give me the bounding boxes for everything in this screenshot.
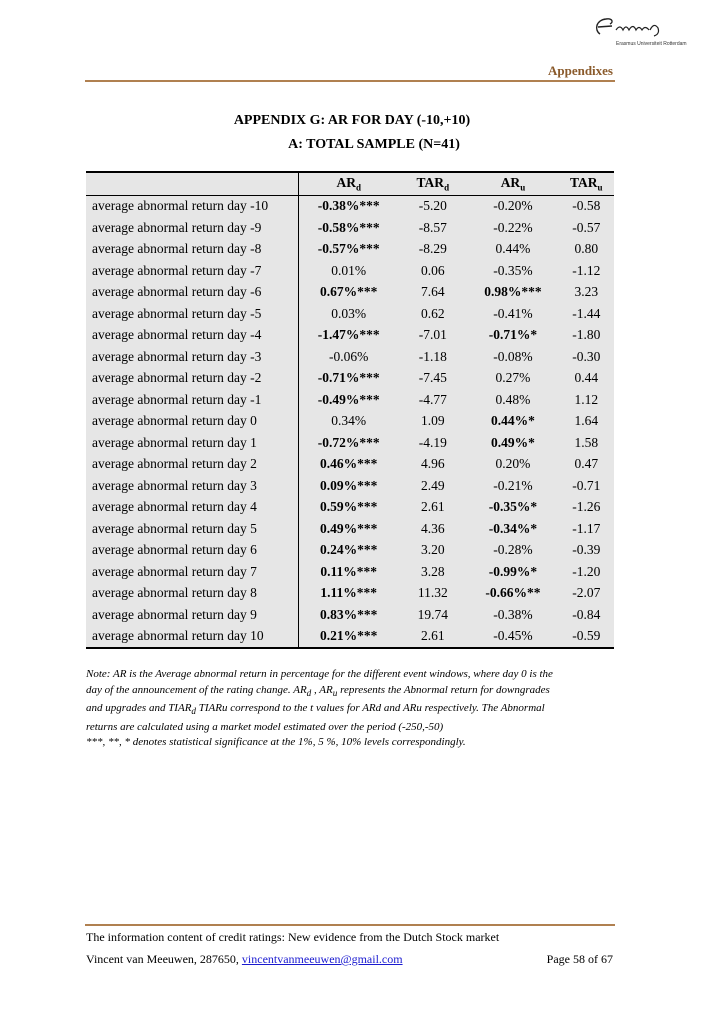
cell-tard: -4.19 — [398, 432, 467, 454]
row-label: average abnormal return day 6 — [86, 540, 299, 562]
cell-taru: 1.64 — [559, 411, 614, 433]
row-label: average abnormal return day 8 — [86, 583, 299, 605]
cell-ard: 0.34% — [299, 411, 399, 433]
table-row — [86, 282, 614, 304]
table-row — [86, 583, 614, 605]
cell-taru: -1.17 — [559, 518, 614, 540]
row-label: average abnormal return day -3 — [86, 346, 299, 368]
cell-aru: 0.27% — [467, 368, 558, 390]
footer-author — [86, 952, 403, 967]
table-body — [86, 195, 614, 648]
table-row — [86, 626, 614, 649]
cell-aru: 0.44% — [467, 239, 558, 261]
cell-aru: -0.34%* — [467, 518, 558, 540]
table-row — [86, 540, 614, 562]
cell-tard: -8.29 — [398, 239, 467, 261]
row-label: average abnormal return day -8 — [86, 239, 299, 261]
cell-aru: -0.35%* — [467, 497, 558, 519]
cell-aru: 0.98%*** — [467, 282, 558, 304]
cell-ard: 0.21%*** — [299, 626, 399, 649]
row-label: average abnormal return day 10 — [86, 626, 299, 649]
cell-taru: -0.30 — [559, 346, 614, 368]
author-email-link[interactable]: vincentvanmeeuwen@gmail.com — [241, 952, 403, 966]
row-label: average abnormal return day 0 — [86, 411, 299, 433]
cell-taru: 1.12 — [559, 389, 614, 411]
cell-ard: 0.83%*** — [299, 604, 399, 626]
cell-taru: 3.23 — [559, 282, 614, 304]
row-label: average abnormal return day 2 — [86, 454, 299, 476]
cell-aru: 0.48% — [467, 389, 558, 411]
cell-aru: -0.08% — [467, 346, 558, 368]
cell-tard: -1.18 — [398, 346, 467, 368]
cell-ard: -0.71%*** — [299, 368, 399, 390]
table-row — [86, 432, 614, 454]
cell-tard: -7.45 — [398, 368, 467, 390]
row-label: average abnormal return day 7 — [86, 561, 299, 583]
table-row — [86, 325, 614, 347]
cell-taru: -2.07 — [559, 583, 614, 605]
cell-tard: -8.57 — [398, 217, 467, 239]
cell-ard: 0.01% — [299, 260, 399, 282]
cell-ard: -0.72%*** — [299, 432, 399, 454]
cell-tard: 4.96 — [398, 454, 467, 476]
cell-tard: -4.77 — [398, 389, 467, 411]
cell-tard: 11.32 — [398, 583, 467, 605]
row-label: average abnormal return day -2 — [86, 368, 299, 390]
cell-ard: 0.09%*** — [299, 475, 399, 497]
cell-aru: 0.20% — [467, 454, 558, 476]
cell-taru: -1.20 — [559, 561, 614, 583]
cell-aru: -0.35% — [467, 260, 558, 282]
cell-ard: -0.57%*** — [299, 239, 399, 261]
row-label: average abnormal return day 1 — [86, 432, 299, 454]
section-header: Appendixes — [547, 63, 613, 78]
cell-ard: -0.58%*** — [299, 217, 399, 239]
cell-ard: 0.46%*** — [299, 454, 399, 476]
cell-tard: 0.06 — [398, 260, 467, 282]
header-label-cell — [86, 172, 299, 195]
cell-ard: -0.38%*** — [299, 195, 399, 217]
table-row — [86, 604, 614, 626]
cell-tard: 2.61 — [398, 626, 467, 649]
header-taru: $TAR_u$ — [559, 172, 614, 195]
cell-tard: 7.64 — [398, 282, 467, 304]
cell-taru: 0.80 — [559, 239, 614, 261]
cell-taru: -0.59 — [559, 626, 614, 649]
table-row — [86, 561, 614, 583]
cell-aru: -0.99%* — [467, 561, 558, 583]
footer-thesis-title: The information content of credit ratings: New evidence from the Dutch Stock market — [86, 930, 500, 944]
row-label: average abnormal return day -4 — [86, 325, 299, 347]
note-line: Note: AR is the Average abnormal return in percentage for the different event windows, where day 0 is the — [86, 668, 553, 680]
table-row — [86, 368, 614, 390]
cell-ard: -0.49%*** — [299, 389, 399, 411]
note-line: day of the announcement of the rating change. $AR_d$ , $AR_u$ represents the Abnormal return for downgrades — [86, 683, 550, 698]
cell-tard: 3.28 — [398, 561, 467, 583]
table-row — [86, 497, 614, 519]
cell-ard: 0.59%*** — [299, 497, 399, 519]
page-number: Page 58 of 67 — [546, 952, 613, 966]
appendix-title: APPENDIX G: AR FOR DAY (-10,+10) — [233, 113, 471, 128]
cell-tard: 19.74 — [398, 604, 467, 626]
table-row — [86, 389, 614, 411]
cell-ard: 0.49%*** — [299, 518, 399, 540]
row-label: average abnormal return day -7 — [86, 260, 299, 282]
cell-tard: 2.49 — [398, 475, 467, 497]
cell-ard: -0.06% — [299, 346, 399, 368]
cell-taru: -1.12 — [559, 260, 614, 282]
cell-tard: -7.01 — [398, 325, 467, 347]
cell-ard: 0.03% — [299, 303, 399, 325]
row-label: average abnormal return day -10 — [86, 195, 299, 217]
cell-aru: -0.71%* — [467, 325, 558, 347]
row-label: average abnormal return day -5 — [86, 303, 299, 325]
row-label: average abnormal return day 5 — [86, 518, 299, 540]
cell-aru: -0.22% — [467, 217, 558, 239]
table-note — [86, 667, 618, 751]
cell-aru: 0.49%* — [467, 432, 558, 454]
cell-aru: -0.28% — [467, 540, 558, 562]
cell-aru: 0.44%* — [467, 411, 558, 433]
row-label: average abnormal return day -1 — [86, 389, 299, 411]
cell-aru: -0.45% — [467, 626, 558, 649]
cell-taru: -1.26 — [559, 497, 614, 519]
cell-tard: 3.20 — [398, 540, 467, 562]
footer-divider — [85, 924, 615, 926]
cell-aru: -0.38% — [467, 604, 558, 626]
cell-aru: -0.21% — [467, 475, 558, 497]
table-row — [86, 239, 614, 261]
cell-taru: 0.44 — [559, 368, 614, 390]
table-row — [86, 346, 614, 368]
table-row — [86, 454, 614, 476]
header-divider — [85, 80, 615, 82]
cell-taru: -1.80 — [559, 325, 614, 347]
table-row — [86, 411, 614, 433]
cell-ard: 0.24%*** — [299, 540, 399, 562]
header-tard: $TAR_d$ — [398, 172, 467, 195]
cell-tard: 2.61 — [398, 497, 467, 519]
note-line: and upgrades and $TIAR_d$ TIARu correspond to the t values for ARd and ARu respectively. The Abnormal — [86, 702, 545, 717]
table-row — [86, 260, 614, 282]
table-row — [86, 518, 614, 540]
cell-tard: 1.09 — [398, 411, 467, 433]
cell-taru: -0.58 — [559, 195, 614, 217]
author-name: Vincent van Meeuwen, 287650, — [86, 952, 242, 966]
cell-taru: 1.58 — [559, 432, 614, 454]
table-header-row — [86, 172, 614, 195]
cell-taru: 0.47 — [559, 454, 614, 476]
table-row — [86, 195, 614, 217]
table-row — [86, 303, 614, 325]
abnormal-return-table — [86, 171, 614, 649]
cell-tard: 4.36 — [398, 518, 467, 540]
header-ard: $AR_d$ — [299, 172, 399, 195]
table-row — [86, 475, 614, 497]
logo-signature-icon — [592, 14, 704, 42]
row-label: average abnormal return day 3 — [86, 475, 299, 497]
cell-aru: -0.66%** — [467, 583, 558, 605]
cell-taru: -0.39 — [559, 540, 614, 562]
cell-aru: -0.20% — [467, 195, 558, 217]
row-label: average abnormal return day 4 — [86, 497, 299, 519]
cell-ard: -1.47%*** — [299, 325, 399, 347]
cell-taru: -0.71 — [559, 475, 614, 497]
cell-ard: 1.11%*** — [299, 583, 399, 605]
logo-subtitle: Erasmus Universiteit Rotterdam — [616, 41, 687, 47]
appendix-subtitle: A: TOTAL SAMPLE (N=41) — [288, 137, 460, 152]
row-label: average abnormal return day -9 — [86, 217, 299, 239]
note-line: returns are calculated using a market model estimated over the period (-250,-50) — [86, 720, 444, 733]
cell-tard: -5.20 — [398, 195, 467, 217]
cell-ard: 0.67%*** — [299, 282, 399, 304]
cell-taru: -0.57 — [559, 217, 614, 239]
university-logo — [592, 14, 704, 50]
note-line: ***, **, * denotes statistical significance at the 1%, 5 %, 10% levels correspondingly. — [86, 736, 466, 749]
row-label: average abnormal return day -6 — [86, 282, 299, 304]
header-aru: $AR_u$ — [467, 172, 558, 195]
row-label: average abnormal return day 9 — [86, 604, 299, 626]
cell-ard: 0.11%*** — [299, 561, 399, 583]
table-row — [86, 217, 614, 239]
cell-taru: -1.44 — [559, 303, 614, 325]
cell-aru: -0.41% — [467, 303, 558, 325]
cell-taru: -0.84 — [559, 604, 614, 626]
cell-tard: 0.62 — [398, 303, 467, 325]
